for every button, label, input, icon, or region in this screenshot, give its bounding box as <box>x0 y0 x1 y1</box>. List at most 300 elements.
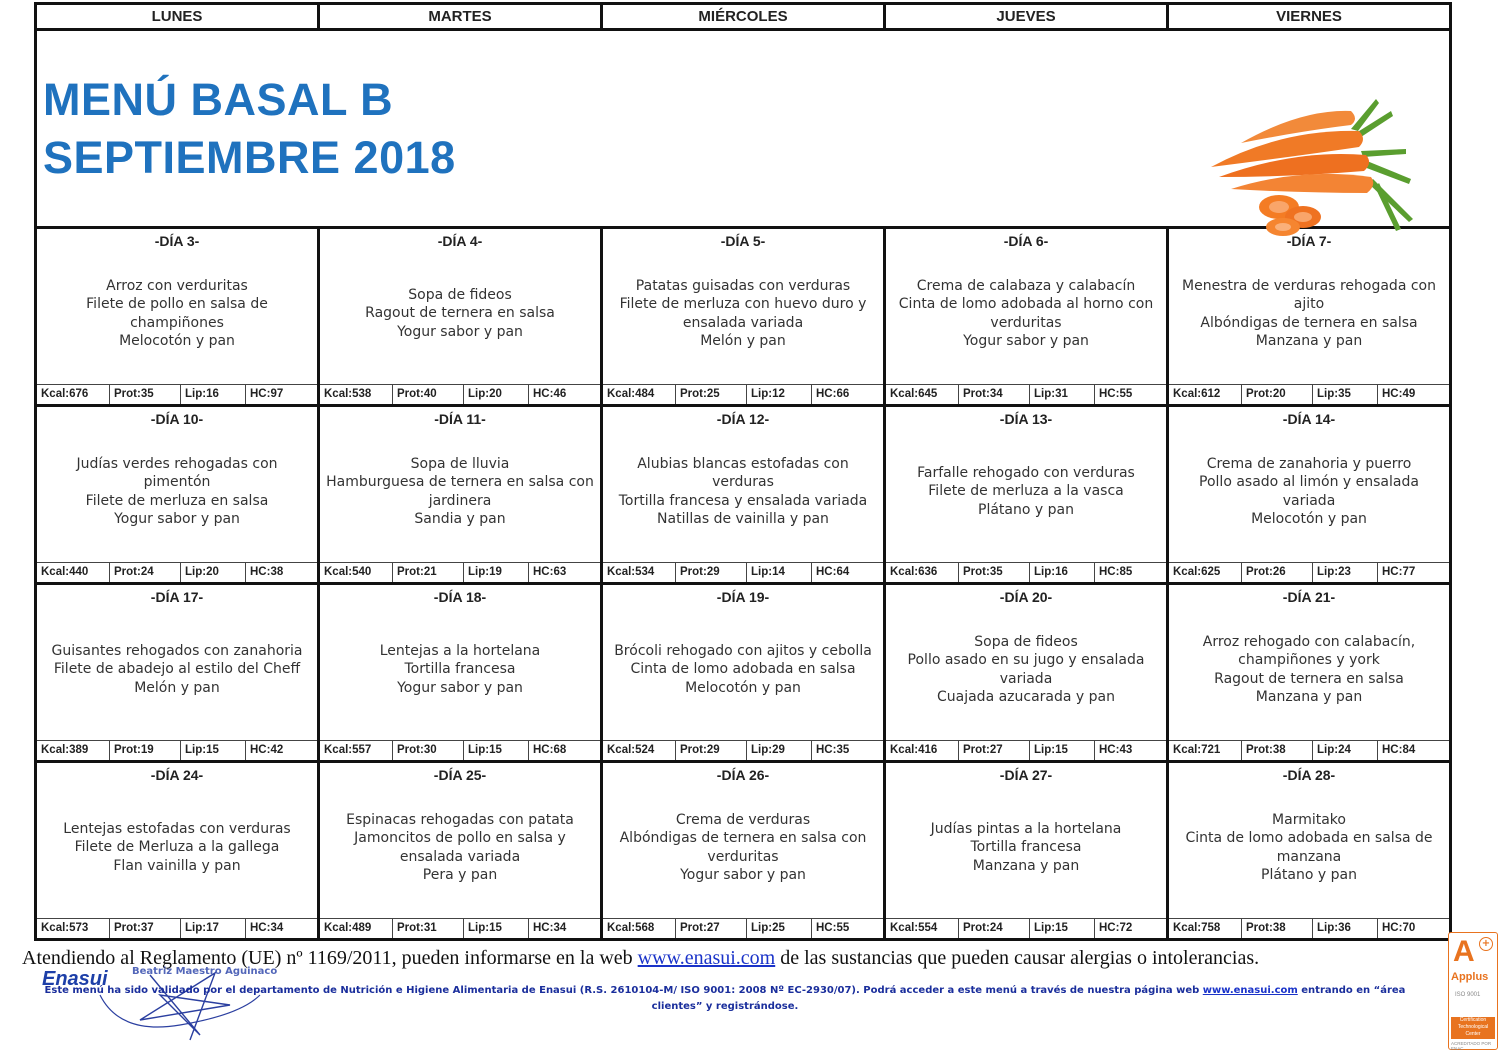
day-number: -DÍA 4- <box>437 233 483 249</box>
nutrition-prot <box>676 385 747 404</box>
nutrition-prot-value: 35 <box>989 566 1003 578</box>
day-number: -DÍA 21- <box>1282 589 1336 605</box>
day-cell-tuesday <box>319 584 602 762</box>
day-number: -DÍA 27- <box>999 767 1053 783</box>
badge-enac: ACREDITADO POR ENAC <box>1451 1041 1492 1051</box>
nutrition-hc <box>1095 741 1166 760</box>
nutrition-prot-value: 21 <box>423 566 437 578</box>
dish-item: Filete de merluza en salsa <box>85 492 269 509</box>
dish-item: Sandia y pan <box>414 511 506 527</box>
day-number: -DÍA 14- <box>1282 411 1336 427</box>
day-cell-wednesday <box>602 406 885 584</box>
nutrition-prot-value: 40 <box>423 388 437 400</box>
dish-list <box>37 429 317 562</box>
nutrition-prot <box>110 385 181 404</box>
nutrition-kcal-label: Kcal: <box>890 922 919 934</box>
nutrition-kcal-label: Kcal: <box>324 922 353 934</box>
nutrition-prot-value: 20 <box>1272 388 1286 400</box>
dish-item: Yogur sabor y pan <box>963 333 1089 349</box>
nutrition-hc-label: HC: <box>250 922 271 934</box>
week-row <box>36 228 1451 406</box>
nutrition-kcal-label: Kcal: <box>41 922 70 934</box>
dish-item: Menestra de verduras rehogada con ajito <box>1182 277 1436 312</box>
dish-item: Albóndigas de ternera en salsa con verduritas <box>619 830 867 865</box>
nutrition-lip <box>181 385 246 404</box>
dish-list <box>886 429 1166 562</box>
nutrition-prot-label: Prot: <box>680 388 707 400</box>
nutrition-lip-label: Lip: <box>468 566 490 578</box>
nutrition-lip <box>181 563 246 582</box>
nutrition-lip-value: 17 <box>206 922 219 934</box>
nutrition-kcal-value: 534 <box>635 566 655 578</box>
day-number: -DÍA 13- <box>999 411 1053 427</box>
nutrition-kcal-label: Kcal: <box>1173 566 1202 578</box>
nutrition-hc-value: 35 <box>836 744 850 756</box>
carrots-image <box>1201 89 1431 239</box>
nutrition-kcal <box>320 563 393 582</box>
dish-item: Judías verdes rehogadas con pimentón <box>76 455 278 490</box>
nutrition-kcal <box>37 741 110 760</box>
nutrition-kcal-label: Kcal: <box>607 566 636 578</box>
dish-item: Sopa de fideos <box>408 286 512 303</box>
nutrition-hc <box>1095 919 1166 938</box>
nutrition-hc <box>812 563 883 582</box>
nutrition-prot-value: 31 <box>423 922 437 934</box>
day-number: -DÍA 7- <box>1286 233 1332 249</box>
nutrition-lip-value: 16 <box>1055 566 1068 578</box>
nutrition-lip-label: Lip: <box>185 922 207 934</box>
nutrition-row <box>603 740 883 760</box>
dish-item: Tortilla francesa <box>970 839 1082 856</box>
nutrition-kcal <box>886 563 959 582</box>
nutrition-kcal <box>886 741 959 760</box>
nutrition-hc-label: HC: <box>250 388 271 400</box>
nutrition-lip-value: 29 <box>772 744 785 756</box>
enasui-logo: Enasui <box>42 968 108 990</box>
day-cell-wednesday <box>602 228 885 406</box>
nutrition-lip-value: 23 <box>1338 566 1351 578</box>
dish-item: Flan vainilla y pan <box>113 857 241 874</box>
dish-item: Pera y pan <box>422 867 498 883</box>
day-cell-friday <box>1168 406 1451 584</box>
nutrition-kcal <box>320 741 393 760</box>
week-row <box>36 762 1451 940</box>
nutrition-lip-value: 15 <box>1055 744 1068 756</box>
dish-item: Plátano y pan <box>978 501 1074 518</box>
badge-plus-icon: + <box>1479 937 1493 951</box>
dish-item: Filete de Merluza a la gallega <box>74 839 280 856</box>
nutrition-kcal-value: 573 <box>69 922 89 934</box>
nutrition-prot-label: Prot: <box>680 566 707 578</box>
nutrition-hc-label: HC: <box>816 744 837 756</box>
dish-item: Filete de merluza a la vasca <box>928 483 1124 500</box>
dish-item: Hamburguesa de ternera en salsa con jardinera <box>326 474 594 509</box>
nutrition-prot <box>959 563 1030 582</box>
nutrition-prot-value: 24 <box>989 922 1003 934</box>
nutrition-prot <box>393 741 464 760</box>
nutrition-kcal <box>1169 385 1242 404</box>
nutrition-hc <box>246 563 317 582</box>
nutrition-row <box>603 562 883 582</box>
menu-title-line2: SEPTIEMBRE 2018 <box>43 132 456 183</box>
nutrition-prot-label: Prot: <box>397 744 424 756</box>
dish-item: Filete de merluza con huevo duro y ensalada variada <box>619 296 867 331</box>
dish-item: Arroz con verduritas <box>106 277 248 294</box>
nutrition-prot-value: 25 <box>706 388 720 400</box>
nutrition-kcal-value: 538 <box>352 388 372 400</box>
dish-item: Lentejas a la hortelana <box>379 642 541 659</box>
nutrition-hc-value: 55 <box>1119 388 1133 400</box>
dish-item: Sopa de fideos <box>974 633 1078 650</box>
day-number: -DÍA 11- <box>434 411 486 427</box>
nutrition-lip-label: Lip: <box>1317 388 1339 400</box>
nutrition-lip <box>464 385 529 404</box>
nutrition-row <box>886 740 1166 760</box>
nutrition-lip-label: Lip: <box>185 566 207 578</box>
nutrition-row <box>320 918 600 938</box>
nutrition-hc-value: 64 <box>836 566 850 578</box>
weekday-header-row <box>36 4 1451 30</box>
nutrition-kcal <box>320 385 393 404</box>
nutrition-kcal-value: 612 <box>1201 388 1221 400</box>
day-cell-friday <box>1168 584 1451 762</box>
dish-list <box>320 785 600 918</box>
nutrition-prot-value: 29 <box>706 566 720 578</box>
day-cell-tuesday <box>319 406 602 584</box>
nutrition-lip <box>181 919 246 938</box>
nutrition-kcal-value: 440 <box>69 566 89 578</box>
dish-item: Pollo asado en su jugo y ensalada variada <box>907 652 1145 687</box>
dish-list <box>886 251 1166 384</box>
nutrition-row <box>320 384 600 404</box>
nutrition-prot <box>676 563 747 582</box>
badge-cert: Certification Technological Center <box>1451 1017 1495 1039</box>
allergen-web-link[interactable]: www.enasui.com <box>637 947 776 969</box>
nutrition-kcal-label: Kcal: <box>1173 922 1202 934</box>
header-thursday: JUEVES <box>885 4 1168 30</box>
nutrition-kcal-value: 636 <box>918 566 938 578</box>
dish-item: Melocotón y pan <box>685 679 801 696</box>
nutrition-hc-value: 46 <box>553 388 567 400</box>
nutrition-lip <box>747 563 812 582</box>
nutrition-lip-label: Lip: <box>751 744 773 756</box>
nutrition-lip <box>1313 741 1378 760</box>
nutrition-hc <box>812 919 883 938</box>
day-cell-thursday <box>885 406 1168 584</box>
dish-item: Melocotón y pan <box>1251 511 1367 527</box>
nutrition-hc-label: HC: <box>1382 388 1403 400</box>
title-cell <box>36 30 1451 228</box>
day-cell-monday <box>36 584 319 762</box>
nutrition-row <box>886 384 1166 404</box>
dish-item: Crema de verduras <box>675 811 811 828</box>
nutrition-hc <box>529 563 600 582</box>
nutrition-row <box>1169 740 1449 760</box>
dish-item: Crema de calabaza y calabacín <box>916 277 1136 294</box>
dish-list <box>886 607 1166 740</box>
nutrition-hc-value: 66 <box>836 388 850 400</box>
day-number: -DÍA 25- <box>433 767 487 783</box>
dish-item: Lentejas estofadas con verduras <box>63 820 291 837</box>
nutrition-lip-value: 15 <box>206 744 219 756</box>
day-cell-monday <box>36 228 319 406</box>
nutrition-kcal-value: 676 <box>69 388 89 400</box>
badge-iso: ISO 9001 <box>1455 992 1481 998</box>
dish-list <box>1169 785 1449 918</box>
nutrition-prot-value: 38 <box>1272 744 1286 756</box>
nutrition-prot-label: Prot: <box>680 922 707 934</box>
nutrition-hc-label: HC: <box>533 744 554 756</box>
dish-item: Manzana y pan <box>972 857 1080 874</box>
day-number: -DÍA 6- <box>1003 233 1049 249</box>
nutrition-kcal-value: 645 <box>918 388 938 400</box>
dish-item: Cuajada azucarada y pan <box>936 689 1115 705</box>
day-cell-monday <box>36 762 319 940</box>
nutrition-lip-value: 31 <box>1055 388 1068 400</box>
nutrition-lip-label: Lip: <box>1317 922 1339 934</box>
dish-list <box>320 429 600 562</box>
nutrition-hc-value: 43 <box>1119 744 1133 756</box>
dish-item: Yogur sabor y pan <box>114 511 240 527</box>
nutrition-row <box>37 562 317 582</box>
nutrition-lip-value: 15 <box>489 744 502 756</box>
nutrition-lip-label: Lip: <box>468 744 490 756</box>
nutrition-prot <box>1242 385 1313 404</box>
dish-item: Patatas guisadas con verduras <box>635 277 851 294</box>
nutrition-kcal-value: 758 <box>1201 922 1221 934</box>
nutrition-kcal-label: Kcal: <box>41 566 70 578</box>
nutrition-lip-label: Lip: <box>1034 922 1056 934</box>
nutrition-kcal-label: Kcal: <box>890 388 919 400</box>
nutrition-hc-label: HC: <box>533 922 554 934</box>
nutrition-row <box>603 918 883 938</box>
nutrition-kcal <box>603 741 676 760</box>
day-number: -DÍA 26- <box>716 767 770 783</box>
header-tuesday: MARTES <box>319 4 602 30</box>
stamp-name: Beatriz Maestro Aguinaco <box>132 966 278 977</box>
day-cell-thursday <box>885 584 1168 762</box>
nutrition-kcal-label: Kcal: <box>607 922 636 934</box>
nutrition-lip <box>181 741 246 760</box>
nutrition-lip-label: Lip: <box>1034 744 1056 756</box>
nutrition-hc-value: 84 <box>1402 744 1416 756</box>
nutrition-lip <box>464 919 529 938</box>
nutrition-row <box>886 562 1166 582</box>
nutrition-lip-value: 20 <box>489 388 502 400</box>
nutrition-hc-label: HC: <box>816 388 837 400</box>
dish-item: Ragout de ternera en salsa <box>365 305 555 322</box>
dish-item: Alubias blancas estofadas con verduras <box>637 455 849 490</box>
nutrition-kcal-value: 568 <box>635 922 655 934</box>
week-row <box>36 406 1451 584</box>
nutrition-kcal-value: 625 <box>1201 566 1221 578</box>
dish-item: Ragout de ternera en salsa <box>1214 670 1404 687</box>
nutrition-lip <box>747 385 812 404</box>
day-number: -DÍA 24- <box>150 767 204 783</box>
nutrition-lip-label: Lip: <box>1034 566 1056 578</box>
nutrition-lip-value: 25 <box>772 922 785 934</box>
nutrition-prot <box>959 741 1030 760</box>
nutrition-prot-value: 29 <box>706 744 720 756</box>
nutrition-lip-value: 16 <box>206 388 219 400</box>
nutrition-hc <box>1378 563 1449 582</box>
nutrition-lip-value: 15 <box>1055 922 1068 934</box>
dish-item: Filete de pollo en salsa de champiñones <box>86 296 268 331</box>
nutrition-hc <box>246 741 317 760</box>
nutrition-kcal <box>603 919 676 938</box>
nutrition-prot <box>959 385 1030 404</box>
nutrition-kcal-label: Kcal: <box>607 744 636 756</box>
dish-item: Tortilla francesa y ensalada variada <box>618 492 868 509</box>
nutrition-lip <box>464 563 529 582</box>
dish-item: Cinta de lomo adobada al horno con verduritas <box>898 296 1154 331</box>
nutrition-lip-value: 12 <box>772 388 785 400</box>
nutrition-hc-label: HC: <box>1099 388 1120 400</box>
nutrition-lip-value: 14 <box>772 566 785 578</box>
day-cell-thursday <box>885 762 1168 940</box>
nutrition-row <box>320 562 600 582</box>
nutrition-lip-label: Lip: <box>185 388 207 400</box>
day-cell-wednesday <box>602 762 885 940</box>
nutrition-lip <box>1030 919 1095 938</box>
nutrition-hc-value: 72 <box>1119 922 1133 934</box>
day-number: -DÍA 5- <box>720 233 766 249</box>
nutrition-kcal-value: 557 <box>352 744 372 756</box>
dish-item: Judías pintas a la hortelana <box>930 820 1122 837</box>
nutrition-kcal-label: Kcal: <box>41 388 70 400</box>
dish-list <box>603 607 883 740</box>
nutrition-kcal-label: Kcal: <box>607 388 636 400</box>
nutrition-prot <box>393 919 464 938</box>
dish-item: Farfalle rehogado con verduras <box>917 464 1135 481</box>
day-cell-friday <box>1168 762 1451 940</box>
allergen-text-before: Atendiendo al Reglamento (UE) nº 1169/2011, pueden informarse en la web <box>22 947 638 969</box>
nutrition-lip-value: 24 <box>1338 744 1351 756</box>
nutrition-hc <box>1095 563 1166 582</box>
nutrition-row <box>320 740 600 760</box>
day-cell-tuesday <box>319 228 602 406</box>
nutrition-row <box>37 384 317 404</box>
nutrition-hc-value: 68 <box>553 744 567 756</box>
nutrition-kcal <box>37 919 110 938</box>
nutrition-lip-label: Lip: <box>1317 566 1339 578</box>
nutrition-lip <box>1313 385 1378 404</box>
nutrition-prot <box>1242 919 1313 938</box>
nutrition-lip-value: 19 <box>489 566 502 578</box>
day-number: -DÍA 19- <box>716 589 770 605</box>
dish-list <box>1169 607 1449 740</box>
nutrition-prot <box>959 919 1030 938</box>
nutrition-prot-label: Prot: <box>963 922 990 934</box>
nutrition-hc <box>529 919 600 938</box>
dish-list <box>37 785 317 918</box>
dish-list <box>886 785 1166 918</box>
nutrition-kcal-value: 540 <box>352 566 372 578</box>
nutrition-kcal <box>886 919 959 938</box>
nutrition-kcal-label: Kcal: <box>1173 388 1202 400</box>
day-cell-thursday <box>885 228 1168 406</box>
day-number: -DÍA 18- <box>433 589 487 605</box>
nutrition-lip-label: Lip: <box>1317 744 1339 756</box>
nutrition-hc-value: 55 <box>836 922 850 934</box>
day-cell-friday <box>1168 228 1451 406</box>
dish-item: Marmitako <box>1272 811 1346 828</box>
nutrition-row <box>37 740 317 760</box>
nutrition-prot-value: 27 <box>989 744 1003 756</box>
nutrition-kcal-value: 489 <box>352 922 372 934</box>
dish-item: Filete de abadejo al estilo del Cheff <box>53 661 301 678</box>
nutrition-kcal <box>1169 563 1242 582</box>
dish-list <box>37 251 317 384</box>
day-cell-monday <box>36 406 319 584</box>
day-number: -DÍA 17- <box>150 589 204 605</box>
dish-list <box>320 251 600 384</box>
nutrition-lip-label: Lip: <box>1034 388 1056 400</box>
nutrition-hc-label: HC: <box>533 566 554 578</box>
validation-web-link[interactable]: www.enasui.com <box>1202 985 1298 996</box>
nutrition-kcal <box>320 919 393 938</box>
nutrition-hc-value: 85 <box>1119 566 1133 578</box>
nutrition-kcal <box>603 563 676 582</box>
nutrition-hc <box>529 385 600 404</box>
dish-list <box>1169 251 1449 384</box>
nutrition-prot-label: Prot: <box>680 744 707 756</box>
nutrition-prot-label: Prot: <box>114 388 141 400</box>
nutrition-lip-label: Lip: <box>751 388 773 400</box>
nutrition-lip-label: Lip: <box>468 388 490 400</box>
nutrition-hc-value: 77 <box>1402 566 1416 578</box>
nutrition-hc-label: HC: <box>816 566 837 578</box>
nutrition-lip-value: 36 <box>1338 922 1351 934</box>
nutrition-kcal-value: 554 <box>918 922 938 934</box>
nutrition-hc <box>812 741 883 760</box>
nutrition-kcal-value: 389 <box>69 744 89 756</box>
nutrition-kcal-label: Kcal: <box>324 744 353 756</box>
nutrition-hc-label: HC: <box>250 566 271 578</box>
badge-name: Applus <box>1451 971 1489 983</box>
nutrition-prot-label: Prot: <box>963 566 990 578</box>
nutrition-lip <box>1030 741 1095 760</box>
dish-item: Arroz rehogado con calabacín, champiñones y york <box>1202 633 1416 668</box>
nutrition-kcal-label: Kcal: <box>324 388 353 400</box>
day-cell-wednesday <box>602 584 885 762</box>
nutrition-row <box>603 384 883 404</box>
nutrition-kcal-label: Kcal: <box>890 566 919 578</box>
nutrition-hc-value: 42 <box>270 744 284 756</box>
nutrition-lip <box>747 741 812 760</box>
nutrition-hc <box>1378 919 1449 938</box>
nutrition-lip-label: Lip: <box>751 922 773 934</box>
nutrition-prot-value: 19 <box>140 744 154 756</box>
dish-item: Melón y pan <box>700 333 786 349</box>
nutrition-prot-value: 26 <box>1272 566 1286 578</box>
nutrition-hc <box>812 385 883 404</box>
nutrition-row <box>37 918 317 938</box>
dish-list <box>603 251 883 384</box>
nutrition-hc-value: 34 <box>553 922 567 934</box>
nutrition-lip-value: 15 <box>489 922 502 934</box>
day-cell-tuesday <box>319 762 602 940</box>
nutrition-hc-label: HC: <box>533 388 554 400</box>
nutrition-prot-value: 35 <box>140 388 154 400</box>
nutrition-hc-value: 97 <box>270 388 284 400</box>
header-friday: VIERNES <box>1168 4 1451 30</box>
dish-item: Cinta de lomo adobada en salsa de manzana <box>1185 830 1433 865</box>
nutrition-row <box>1169 384 1449 404</box>
nutrition-hc-value: 63 <box>553 566 567 578</box>
nutrition-prot-label: Prot: <box>1246 922 1273 934</box>
nutrition-hc <box>1095 385 1166 404</box>
